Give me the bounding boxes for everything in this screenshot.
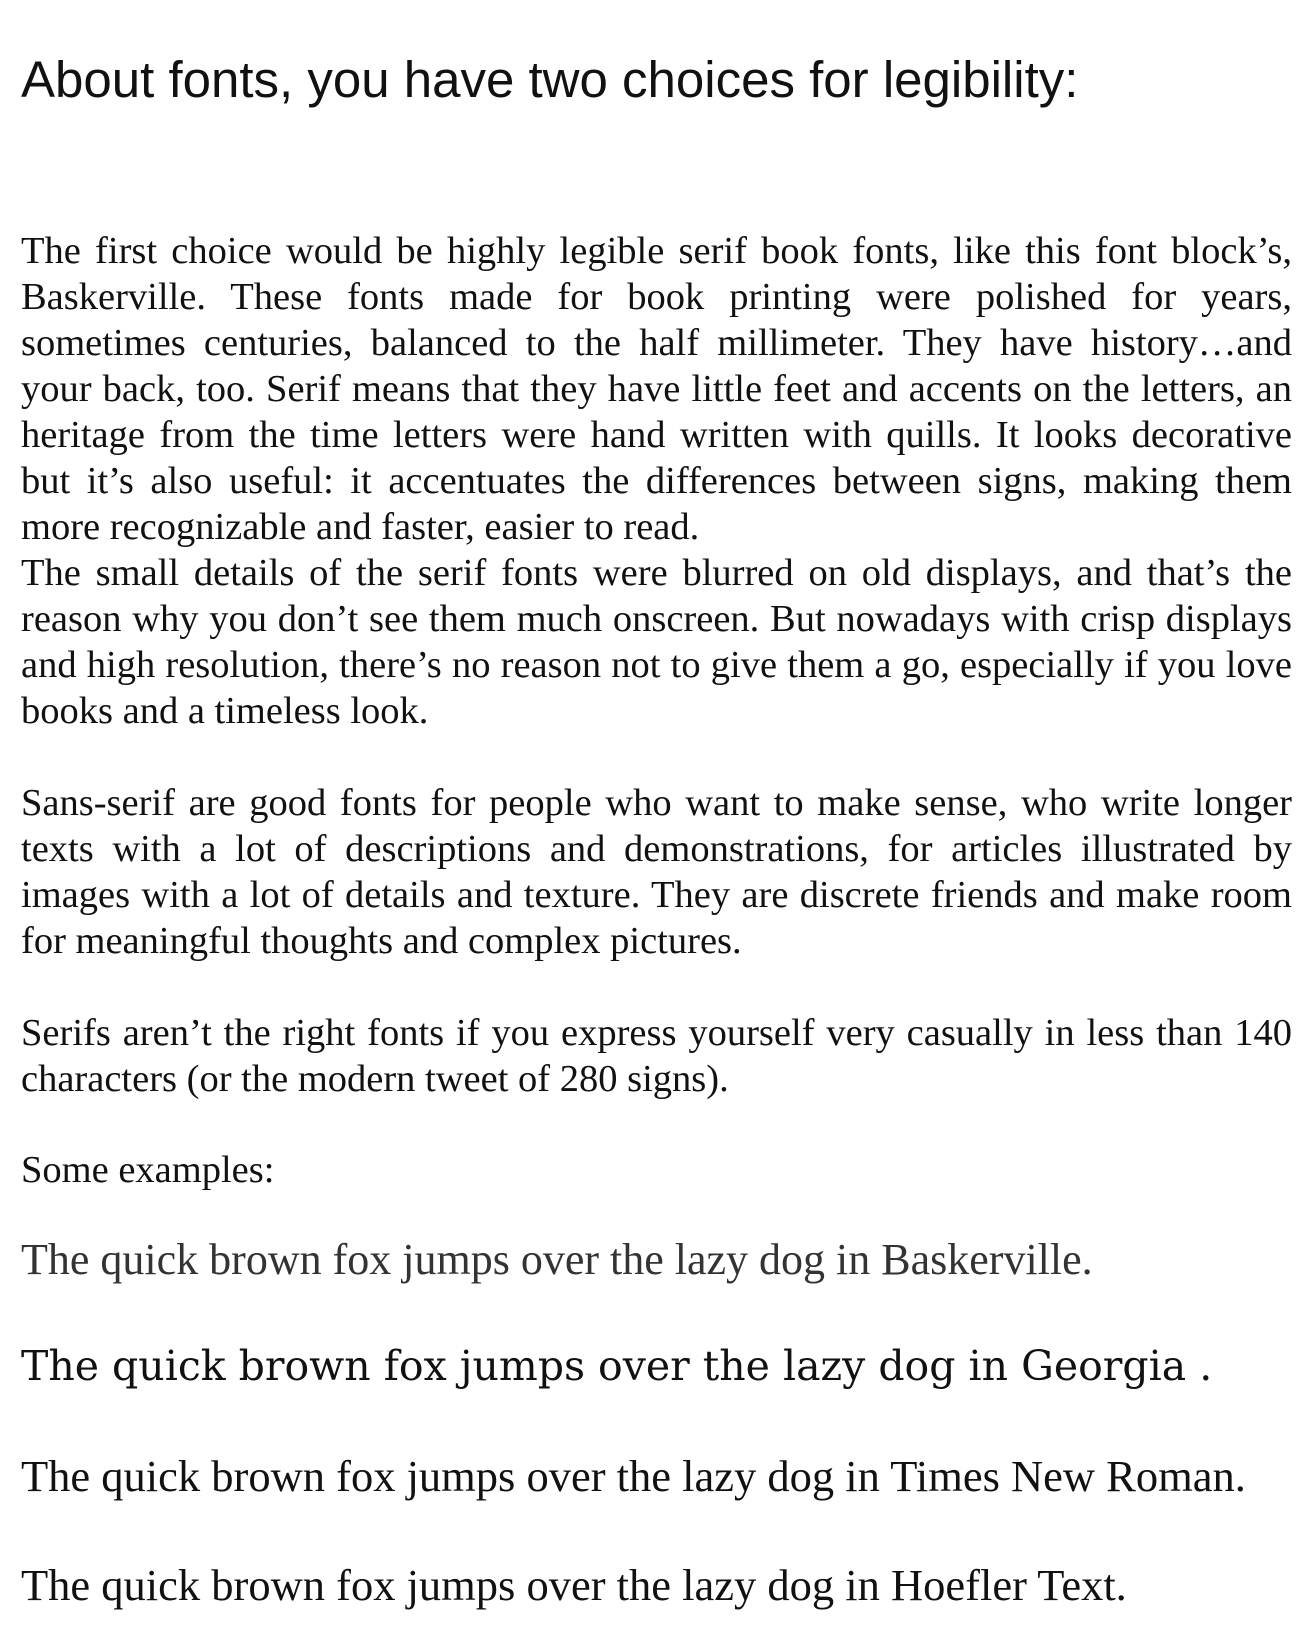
- sample-hoefler-text: The quick brown fox jumps over the lazy dog in Hoefler Text.: [21, 1560, 1127, 1610]
- serif-intro-paragraph: The first choice would be highly legible serif book fonts, like this font block’s, Baskerville. These fonts made for book printing were polished for years, sometimes centuries, balanced to the half millimeter. They have history…and your back, too. Serif means that they have little feet and accents on the letters, an heritage from the time letters were hand written with quills. It looks decorative but it’s also useful: it accentuates the differences between signs, making them more recognizable and faster, easier to read.: [21, 230, 1292, 548]
- sample-times-new-roman: The quick brown fox jumps over the lazy dog in Times New Roman.: [21, 1451, 1246, 1501]
- serif-screens-paragraph: The small details of the serif fonts were blurred on old displays, and that’s the reason why you don’t see them much onscreen. But nowadays with crisp displays and high resolution, there’s no reason not to give them a go, especially if you love books and a timeless look.: [21, 552, 1292, 732]
- sample-baskerville: The quick brown fox jumps over the lazy dog in Baskerville.: [21, 1235, 1093, 1284]
- casual-paragraph: Serifs aren’t the right fonts if you express yourself very casually in less than 140 characters (or the modern tweet of 280 signs).: [21, 1012, 1292, 1100]
- sample-georgia: The quick brown fox jumps over the lazy dog in Georgia .: [21, 1342, 1213, 1390]
- examples-label: Some examples:: [21, 1149, 275, 1191]
- serif-intro-block: [21, 228, 1292, 734]
- sans-serif-paragraph: Sans-serif are good fonts for people who want to make sense, who write longer texts with a lot of descriptions and demonstrations, for articles illustrated by images with a lot of details and texture. They are discrete friends and make room for meaningful thoughts and complex pictures.: [21, 782, 1292, 962]
- page-title: About fonts, you have two choices for legibility:: [21, 51, 1079, 108]
